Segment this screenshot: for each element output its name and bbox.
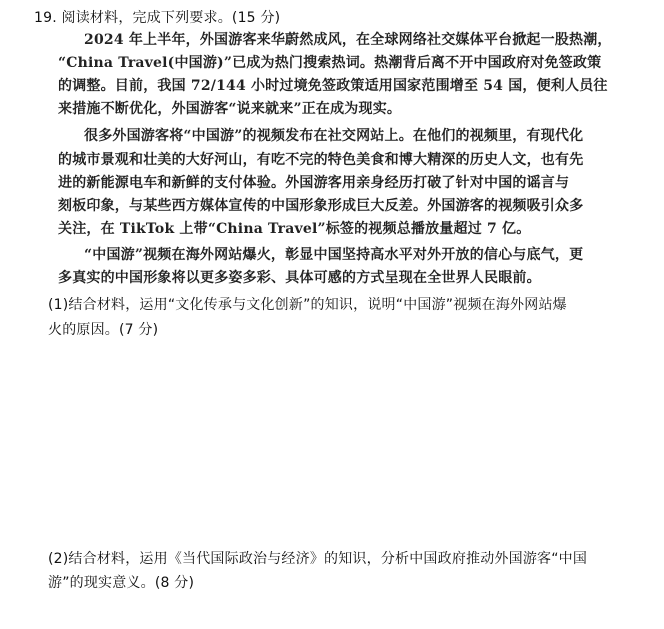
sub-question-line: (1)结合材料，运用“文化传承与文化创新”的知识，说明“中国游”视频在海外网站爆 bbox=[48, 297, 567, 313]
paragraph-line: 进的新能源电车和新鲜的支付体验。外国游客用亲身经历打破了针对中国的谣言与 bbox=[58, 175, 570, 191]
sub-question-line: (2)结合材料，运用《当代国际政治与经济》的知识，分析中国政府推动外国游客“中国 bbox=[48, 551, 588, 567]
paragraph-line: 刻板印象，与某些西方媒体宣传的中国形象形成巨大反差。外国游客的视频吸引众多 bbox=[58, 198, 584, 214]
paragraph-line: 2024 年上半年，外国游客来华蔚然成风，在全球网络社交媒体平台掀起一股热潮， bbox=[84, 32, 612, 48]
sub-question-line: 火的原因。(7 分) bbox=[48, 322, 159, 338]
paragraph-line: 很多外国游客将“中国游”的视频发布在社交网站上。在他们的视频里，有现代化 bbox=[84, 128, 584, 144]
question-header: 19. 阅读材料，完成下列要求。(15 分) bbox=[34, 10, 281, 26]
paragraph-line: 来措施不断优化，外国游客“说来就来”正在成为现实。 bbox=[58, 101, 402, 117]
paragraph-line: “China Travel(中国游)”已成为热门搜索热词。热潮背后离不开中国政府对免签政策 bbox=[58, 55, 602, 71]
paragraph-line: “中国游”视频在海外网站爆火，彰显中国坚持高水平对外开放的信心与底气，更 bbox=[84, 247, 584, 263]
paragraph-line: 多真实的中国形象将以更多姿多彩、具体可感的方式呈现在全世界人民眼前。 bbox=[58, 270, 541, 286]
sub-question-line: 游”的现实意义。(8 分) bbox=[48, 575, 195, 591]
answer-space[interactable] bbox=[40, 345, 640, 535]
paragraph-line: 的城市景观和壮美的大好河山，有吃不完的特色美食和博大精深的历史人文，也有先 bbox=[58, 152, 584, 168]
paragraph-line: 的调整。目前，我国 72/144 小时过境免签政策适用国家范围增至 54 国，便利人员往 bbox=[58, 78, 608, 94]
paragraph-line: 关注，在 TikTok 上带“China Travel”标签的视频总播放量超过 7 亿。 bbox=[58, 221, 531, 237]
